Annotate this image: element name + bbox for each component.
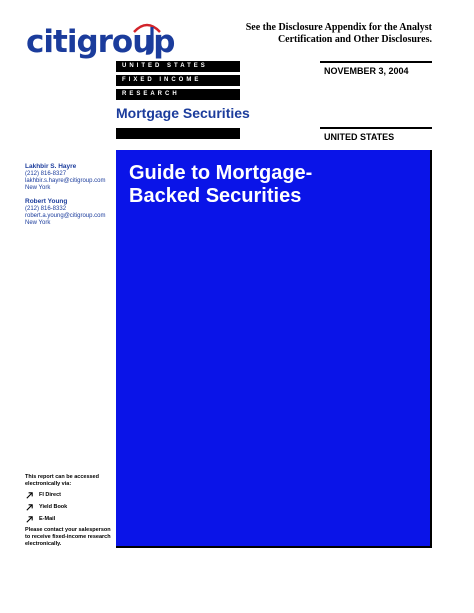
access-item-label: FI Direct <box>39 492 62 498</box>
author-name: Lakhbir S. Hayre <box>25 163 77 170</box>
disclosure-line-1: See the Disclosure Appendix for the Analyst <box>245 22 432 33</box>
author-email[interactable]: robert.a.young@citigroup.com <box>25 213 106 219</box>
author-name: Robert Young <box>25 198 68 205</box>
country-label: UNITED STATES <box>320 127 432 143</box>
author-city: New York <box>25 220 51 226</box>
contact-line-2: to receive fixed-income research <box>25 534 111 540</box>
arrow-up-right-icon <box>25 491 34 500</box>
access-info <box>25 474 111 548</box>
access-item-label: E-Mail <box>39 516 56 522</box>
author-block <box>25 198 115 227</box>
author-list <box>25 163 115 233</box>
arrow-up-right-icon <box>25 503 34 512</box>
bar-fixed-income: FIXED INCOME <box>116 75 240 86</box>
author-phone: (212) 816-8327 <box>25 171 67 177</box>
access-intro-line-2: electronically via: <box>25 481 72 487</box>
logo-text: citigroup <box>26 24 175 60</box>
section-title: Mortgage Securities <box>116 105 250 121</box>
bar-united-states: UNITED STATES <box>116 61 240 72</box>
cover-panel <box>116 150 432 548</box>
access-item-label: Yield Book <box>39 504 68 510</box>
cover-title <box>129 162 419 208</box>
cover-title-line-1: Guide to Mortgage- <box>129 162 313 184</box>
disclosure-note <box>232 22 432 46</box>
report-date: NOVEMBER 3, 2004 <box>320 61 432 77</box>
contact-line-1: Please contact your salesperson <box>25 527 111 533</box>
bar-research: RESEARCH <box>116 89 240 100</box>
access-item-yield-book[interactable] <box>25 503 111 512</box>
access-item-fi-direct[interactable] <box>25 491 111 500</box>
access-intro-line-1: This report can be accessed <box>25 474 99 480</box>
author-email[interactable]: lakhbir.s.hayre@citigroup.com <box>25 178 106 184</box>
access-item-email[interactable] <box>25 515 111 524</box>
disclosure-line-2: Certification and Other Disclosures. <box>277 34 432 45</box>
author-block <box>25 163 115 192</box>
contact-note <box>25 527 111 548</box>
author-phone: (212) 816-8332 <box>25 206 67 212</box>
divider-bar <box>116 128 240 139</box>
author-city: New York <box>25 185 51 191</box>
contact-line-3: electronically. <box>25 541 62 547</box>
arrow-up-right-icon <box>25 515 34 524</box>
umbrella-arc-icon <box>130 18 164 58</box>
citigroup-logo <box>26 18 175 60</box>
cover-title-line-2: Backed Securities <box>129 185 302 207</box>
